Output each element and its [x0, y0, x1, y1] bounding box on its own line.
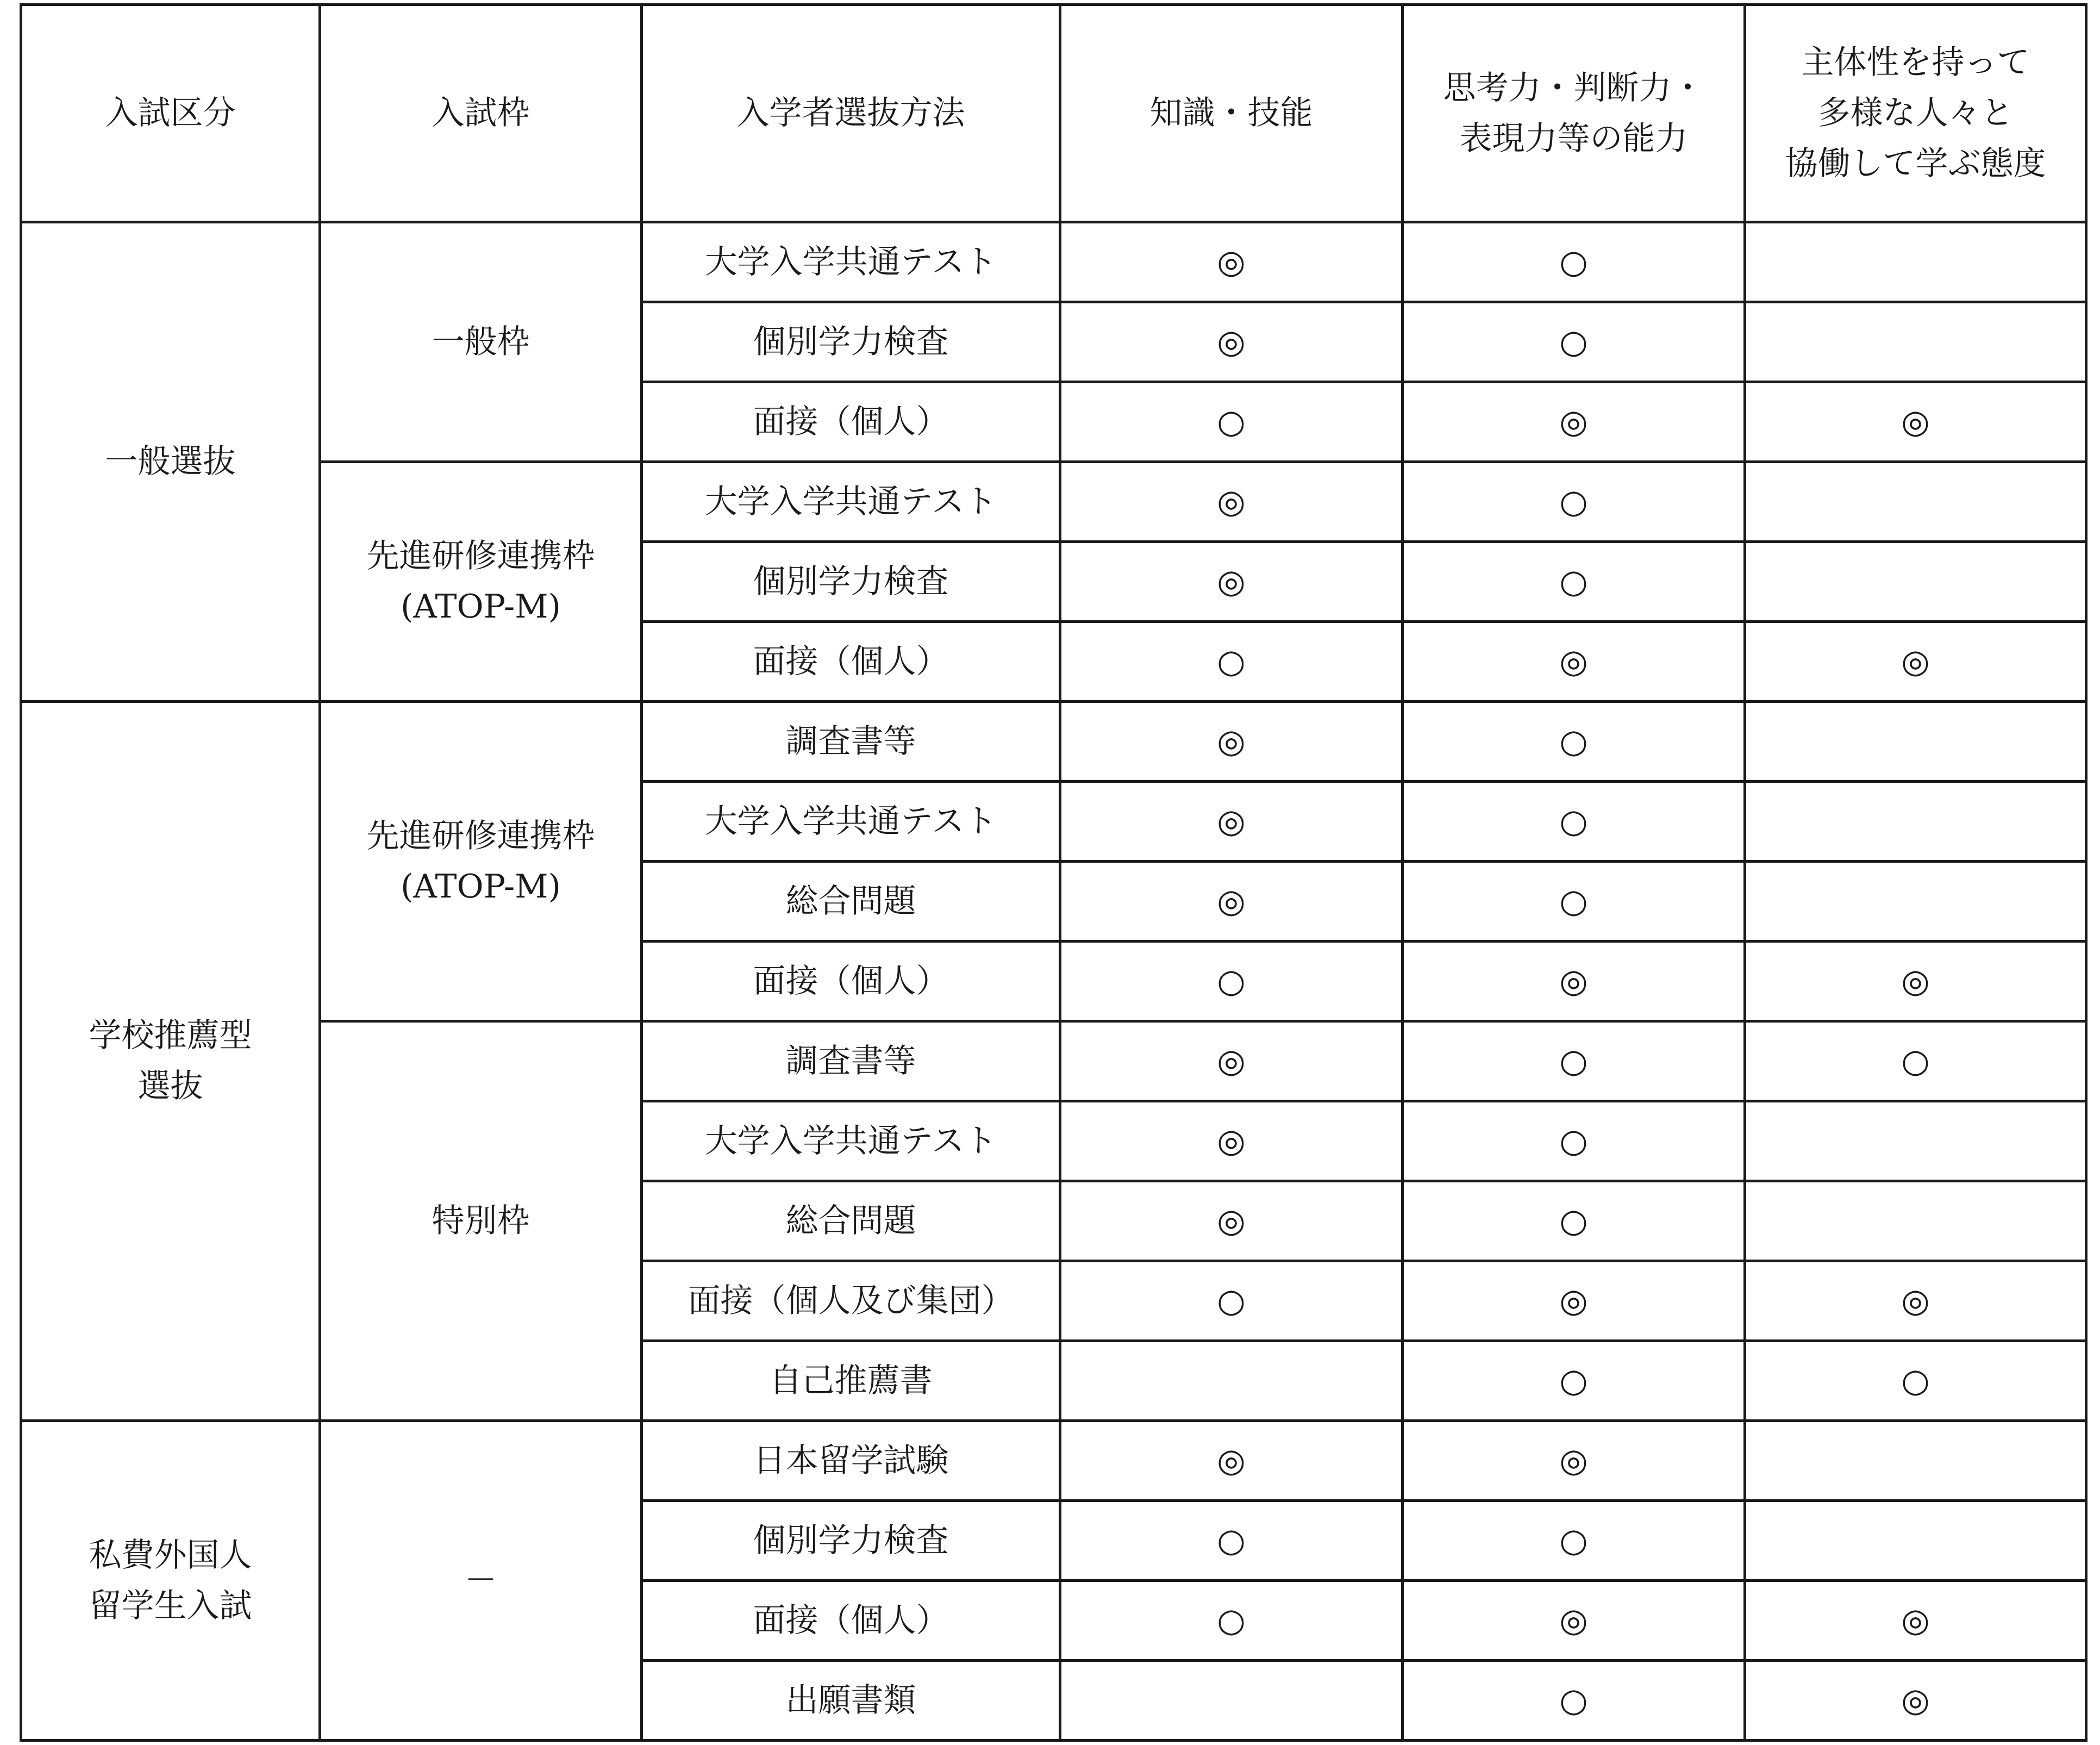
slot-cell: 先進研修連携枠 (ATOP-M)	[320, 462, 642, 702]
method-cell: 大学入学共通テスト	[642, 222, 1060, 302]
header-category: 入試区分	[21, 5, 320, 222]
slot-cell: 一般枠	[320, 222, 642, 462]
method-cell: 日本留学試験	[642, 1421, 1060, 1501]
table-row	[21, 462, 2086, 542]
attitude-mark	[1745, 1181, 2086, 1261]
attitude-mark	[1745, 782, 2086, 862]
knowledge-mark: ○	[1060, 1581, 1403, 1661]
table-row	[21, 222, 2086, 302]
method-cell: 面接（個人及び集団）	[642, 1261, 1060, 1341]
knowledge-mark: ◎	[1060, 1021, 1403, 1101]
knowledge-mark: ◎	[1060, 222, 1403, 302]
header-attitude: 主体性を持って 多様な人々と 協働して学ぶ態度	[1745, 5, 2086, 222]
slot-cell: 特別枠	[320, 1021, 642, 1421]
method-cell: 面接（個人）	[642, 942, 1060, 1021]
thinking-mark: ○	[1403, 222, 1745, 302]
slot-cell: 先進研修連携枠 (ATOP-M)	[320, 702, 642, 1021]
thinking-mark: ◎	[1403, 1261, 1745, 1341]
method-cell: 個別学力検査	[642, 542, 1060, 622]
table-row	[21, 1021, 2086, 1101]
method-cell: 出願書類	[642, 1661, 1060, 1741]
method-cell: 調査書等	[642, 1021, 1060, 1101]
header-method: 入学者選抜方法	[642, 5, 1060, 222]
thinking-mark: ○	[1403, 542, 1745, 622]
knowledge-mark: ◎	[1060, 1101, 1403, 1181]
attitude-mark	[1745, 1501, 2086, 1581]
thinking-mark: ◎	[1403, 1421, 1745, 1501]
knowledge-mark: ○	[1060, 1501, 1403, 1581]
attitude-mark: ◎	[1745, 942, 2086, 1021]
attitude-mark: ◎	[1745, 1261, 2086, 1341]
knowledge-mark: ◎	[1060, 1421, 1403, 1501]
slot-cell: －	[320, 1421, 642, 1741]
attitude-mark	[1745, 862, 2086, 942]
method-cell: 調査書等	[642, 702, 1060, 782]
thinking-mark: ◎	[1403, 1581, 1745, 1661]
attitude-mark: ◎	[1745, 382, 2086, 462]
thinking-mark: ◎	[1403, 942, 1745, 1021]
knowledge-mark: ○	[1060, 622, 1403, 702]
method-cell: 大学入学共通テスト	[642, 782, 1060, 862]
thinking-mark: ○	[1403, 462, 1745, 542]
knowledge-mark: ◎	[1060, 302, 1403, 382]
knowledge-mark: ◎	[1060, 542, 1403, 622]
method-cell: 面接（個人）	[642, 622, 1060, 702]
thinking-mark: ○	[1403, 1181, 1745, 1261]
method-cell: 総合問題	[642, 1181, 1060, 1261]
thinking-mark: ○	[1403, 1501, 1745, 1581]
header-slot: 入試枠	[320, 5, 642, 222]
attitude-mark: ◎	[1745, 1661, 2086, 1741]
thinking-mark: ◎	[1403, 622, 1745, 702]
method-cell: 自己推薦書	[642, 1341, 1060, 1421]
thinking-mark: ○	[1403, 782, 1745, 862]
header-thinking: 思考力・判断力・ 表現力等の能力	[1403, 5, 1745, 222]
category-cell: 私費外国人 留学生入試	[21, 1421, 320, 1741]
knowledge-mark: ◎	[1060, 782, 1403, 862]
thinking-mark: ○	[1403, 702, 1745, 782]
attitude-mark	[1745, 222, 2086, 302]
attitude-mark: ○	[1745, 1021, 2086, 1101]
method-cell: 個別学力検査	[642, 1501, 1060, 1581]
method-cell: 面接（個人）	[642, 1581, 1060, 1661]
thinking-mark: ○	[1403, 1021, 1745, 1101]
header-row	[21, 5, 2086, 222]
method-cell: 大学入学共通テスト	[642, 462, 1060, 542]
admission-evaluation-table	[20, 3, 2088, 1742]
table-row	[21, 702, 2086, 782]
knowledge-mark: ◎	[1060, 462, 1403, 542]
attitude-mark	[1745, 542, 2086, 622]
header-knowledge: 知識・技能	[1060, 5, 1403, 222]
attitude-mark	[1745, 1101, 2086, 1181]
thinking-mark: ◎	[1403, 382, 1745, 462]
knowledge-mark: ○	[1060, 942, 1403, 1021]
knowledge-mark	[1060, 1341, 1403, 1421]
method-cell: 個別学力検査	[642, 302, 1060, 382]
attitude-mark	[1745, 302, 2086, 382]
attitude-mark: ◎	[1745, 1581, 2086, 1661]
attitude-mark: ○	[1745, 1341, 2086, 1421]
knowledge-mark	[1060, 1661, 1403, 1741]
table-row	[21, 1421, 2086, 1501]
knowledge-mark: ◎	[1060, 862, 1403, 942]
attitude-mark	[1745, 1421, 2086, 1501]
category-cell: 学校推薦型 選抜	[21, 702, 320, 1421]
method-cell: 大学入学共通テスト	[642, 1101, 1060, 1181]
thinking-mark: ○	[1403, 862, 1745, 942]
knowledge-mark: ◎	[1060, 1181, 1403, 1261]
knowledge-mark: ○	[1060, 382, 1403, 462]
thinking-mark: ○	[1403, 302, 1745, 382]
knowledge-mark: ○	[1060, 1261, 1403, 1341]
thinking-mark: ○	[1403, 1341, 1745, 1421]
method-cell: 面接（個人）	[642, 382, 1060, 462]
method-cell: 総合問題	[642, 862, 1060, 942]
knowledge-mark: ◎	[1060, 702, 1403, 782]
thinking-mark: ○	[1403, 1101, 1745, 1181]
attitude-mark	[1745, 702, 2086, 782]
thinking-mark: ○	[1403, 1661, 1745, 1741]
category-cell: 一般選抜	[21, 222, 320, 702]
attitude-mark	[1745, 462, 2086, 542]
attitude-mark: ◎	[1745, 622, 2086, 702]
